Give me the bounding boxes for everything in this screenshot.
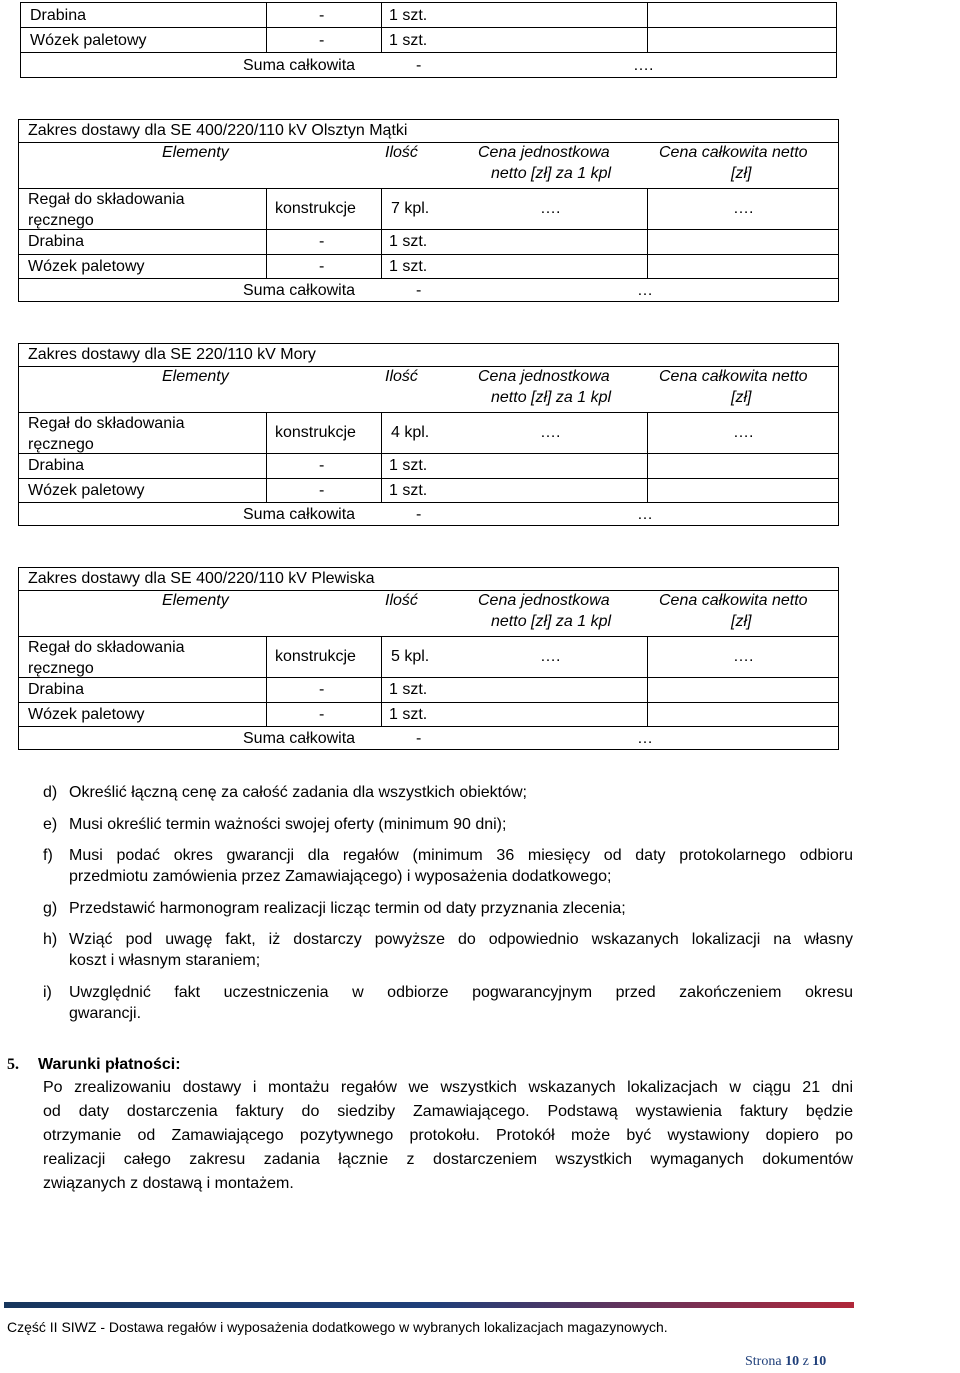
cell-element: Regał do składowania [28, 415, 185, 432]
row-divider [19, 677, 838, 678]
list-text: Musi podać okres gwarancji dla regałów (minimum 36 miesięcy od daty protokolarnego odbioru [69, 847, 853, 864]
header-cena-jedn: Cena jednostkowa [478, 592, 610, 609]
cell-total-price: …. [733, 424, 754, 441]
list-label: i) [43, 984, 52, 1001]
col-divider [266, 3, 267, 52]
sum-dash: - [416, 506, 422, 523]
header-cena-jedn: netto [zł] za 1 kpl [491, 389, 612, 406]
cell-unit-price: …. [540, 424, 561, 441]
list-label: d) [43, 784, 58, 801]
section-heading: Warunki płatności: [38, 1056, 181, 1073]
row-divider [19, 278, 838, 279]
sum-dash: - [416, 282, 422, 299]
cell-qty: 1 szt. [389, 681, 428, 698]
cell-element: Wózek paletowy [28, 258, 145, 275]
delivery-table [18, 343, 839, 526]
row-divider [19, 453, 838, 454]
cell-element: Regał do składowania [28, 191, 185, 208]
cell-qty: 4 kpl. [391, 424, 430, 441]
cell-element: Drabina [28, 233, 85, 250]
row-divider [19, 726, 838, 727]
cell-unit: - [319, 233, 325, 250]
list-label: h) [43, 931, 58, 948]
list-text: gwarancji. [69, 1005, 142, 1022]
header-cena-calk: Cena całkowita netto [659, 368, 808, 385]
header-elementy: Elementy [162, 144, 229, 161]
row-divider [19, 254, 838, 255]
list-text: Musi określić termin ważności swojej oferty (minimum 90 dni); [69, 816, 507, 833]
page-sep: z [802, 1354, 809, 1369]
sum-label: Suma całkowita [243, 57, 356, 74]
list-text: koszt i własnym staraniem; [69, 952, 261, 969]
sum-label: Suma całkowita [243, 506, 356, 523]
col-divider [381, 412, 382, 502]
cell-qty: 1 szt. [389, 482, 428, 499]
paragraph-line: od daty dostarczenia faktury do siedziby Zamawiającego. Podstawą wystawienia faktury będzie [43, 1103, 853, 1120]
footer-text: Część II SIWZ - Dostawa regałów i wyposażenia dodatkowego w wybranych lokalizacjach magazynowych. [7, 1319, 668, 1335]
row-divider [19, 502, 838, 503]
header-cena-calk: Cena całkowita netto [659, 144, 808, 161]
cell-qty: 1 szt. [389, 7, 428, 24]
top-table [20, 2, 837, 78]
cell-unit: - [319, 482, 325, 499]
sum-value: … [637, 506, 653, 523]
sum-label: Suma całkowita [243, 282, 356, 299]
col-divider [266, 636, 267, 726]
row-divider [19, 636, 838, 637]
cell-qty: 1 szt. [389, 457, 428, 474]
sum-value: … [637, 282, 653, 299]
cell-total-price: …. [733, 200, 754, 217]
footer-rule [4, 1302, 854, 1308]
row-divider [19, 412, 838, 413]
cell-unit-price: …. [540, 648, 561, 665]
cell-total-price: …. [733, 648, 754, 665]
section-title: Zakres dostawy dla SE 400/220/110 kV Plewiska [28, 570, 375, 587]
header-ilosc: Ilość [385, 368, 418, 385]
sum-value: …. [633, 57, 654, 74]
cell-unit: - [319, 7, 325, 24]
paragraph-line: realizacji całego zakresu zadania łącznie z dostarczeniem wszystkich wymaganych dokumentów [43, 1151, 853, 1168]
col-divider [266, 412, 267, 502]
list-text: przedmiotu zamówienia przez Zamawiającego) i wyposażenia dodatkowego; [69, 868, 612, 885]
header-cena-calk: Cena całkowita netto [659, 592, 808, 609]
cell-unit-price: …. [540, 200, 561, 217]
list-label: e) [43, 816, 58, 833]
cell-qty: 7 kpl. [391, 200, 430, 217]
header-cena-calk: [zł] [731, 613, 752, 630]
delivery-table [18, 567, 839, 750]
col-divider [381, 188, 382, 278]
header-elementy: Elementy [162, 368, 229, 385]
page-prefix: Strona [745, 1354, 782, 1369]
paragraph-line: otrzymanie od Zamawiającego pozytywnego protokołu. Protokół może być wystawiony dopiero po [43, 1127, 853, 1144]
row-divider [21, 52, 836, 53]
list-text: Określić łączną cenę za całość zadania dla wszystkich obiektów; [69, 784, 527, 801]
list-text: Uwzględnić fakt uczestniczenia w odbiorze pogwarancyjnym przed zakończeniem okresu [69, 984, 853, 1001]
header-elementy: Elementy [162, 592, 229, 609]
cell-element: Drabina [28, 681, 85, 698]
cell-qty: 1 szt. [389, 32, 428, 49]
row-divider [19, 478, 838, 479]
cell-unit: - [319, 706, 325, 723]
cell-qty: 5 kpl. [391, 648, 430, 665]
cell-element: Wózek paletowy [28, 482, 145, 499]
page-number [745, 1354, 826, 1370]
sum-dash: - [416, 57, 422, 74]
header-cena-jedn: netto [zł] za 1 kpl [491, 165, 612, 182]
col-divider [381, 636, 382, 726]
col-divider [266, 188, 267, 278]
sum-dash: - [416, 730, 422, 747]
row-divider [19, 229, 838, 230]
header-cena-calk: [zł] [731, 389, 752, 406]
header-cena-jedn: Cena jednostkowa [478, 368, 610, 385]
cell-element: ręcznego [28, 436, 94, 453]
row-divider [21, 27, 836, 28]
cell-element: ręcznego [28, 660, 94, 677]
list-text: Wziąć pod uwagę fakt, iż dostarczy powyższe do odpowiednio wskazanych lokalizacji na własny [69, 931, 853, 948]
section-title: Zakres dostawy dla SE 220/110 kV Mory [28, 346, 316, 363]
list-text: Przedstawić harmonogram realizacji licząc termin od daty przyznania zlecenia; [69, 900, 626, 917]
cell-unit: - [319, 457, 325, 474]
col-divider [647, 188, 648, 278]
list-label: g) [43, 900, 58, 917]
paragraph-line: związanych z dostawą i montażem. [43, 1175, 294, 1192]
list-label: f) [43, 847, 53, 864]
header-cena-jedn: netto [zł] za 1 kpl [491, 613, 612, 630]
page-total: 10 [812, 1354, 827, 1369]
section-number: 5. [7, 1056, 19, 1073]
header-cena-jedn: Cena jednostkowa [478, 144, 610, 161]
cell-unit: konstrukcje [275, 200, 356, 217]
cell-unit: - [319, 258, 325, 275]
cell-element: Drabina [28, 457, 85, 474]
cell-qty: 1 szt. [389, 706, 428, 723]
col-divider [647, 412, 648, 502]
col-divider [647, 636, 648, 726]
cell-qty: 1 szt. [389, 258, 428, 275]
cell-unit: konstrukcje [275, 424, 356, 441]
section-body [43, 1076, 853, 1196]
row-divider [19, 702, 838, 703]
sum-value: … [637, 730, 653, 747]
delivery-table [18, 119, 839, 302]
page-current: 10 [785, 1354, 800, 1369]
cell-element: Regał do składowania [28, 639, 185, 656]
sum-label: Suma całkowita [243, 730, 356, 747]
col-divider [381, 3, 382, 52]
header-ilosc: Ilość [385, 144, 418, 161]
paragraph-line: Po zrealizowaniu dostawy i montażu regałów we wszystkich wskazanych lokalizacjach w ciągu 21 dni [43, 1079, 853, 1096]
header-cena-calk: [zł] [731, 165, 752, 182]
cell-unit: konstrukcje [275, 648, 356, 665]
cell-element: Wózek paletowy [28, 706, 145, 723]
col-divider [647, 3, 648, 52]
cell-qty: 1 szt. [389, 233, 428, 250]
cell-element: Wózek paletowy [30, 32, 147, 49]
cell-element: ręcznego [28, 212, 94, 229]
cell-unit: - [319, 681, 325, 698]
cell-element: Drabina [30, 7, 87, 24]
section-title: Zakres dostawy dla SE 400/220/110 kV Olsztyn Mątki [28, 122, 408, 139]
header-ilosc: Ilość [385, 592, 418, 609]
cell-unit: - [319, 32, 325, 49]
row-divider [19, 188, 838, 189]
